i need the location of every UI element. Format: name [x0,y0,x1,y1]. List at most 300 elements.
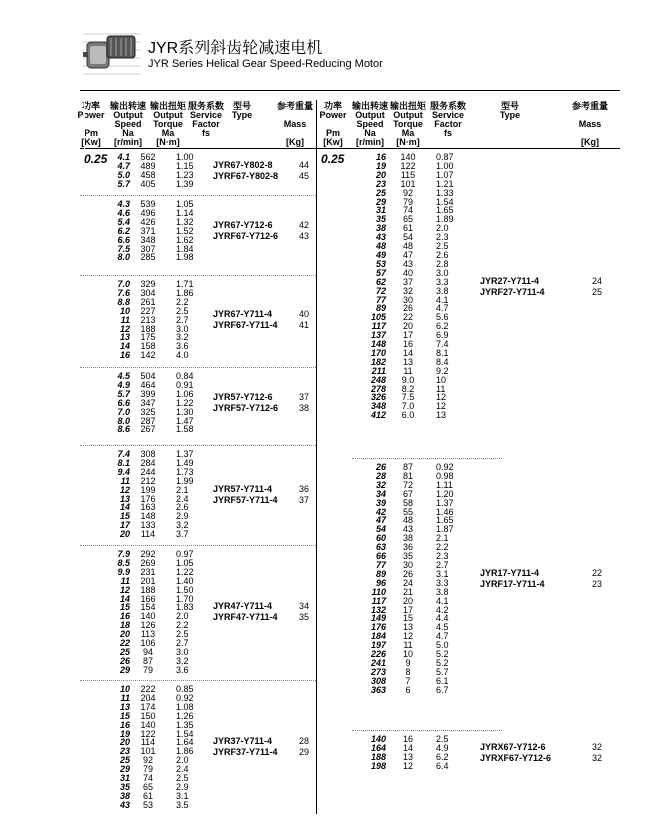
mass-cell [285,736,309,758]
speed-cell: 326 [370,392,386,403]
torque-cell: 284 [140,457,156,468]
model-type-cell [480,276,545,298]
factor-cell: 1.58 [176,424,194,435]
torque-cell: 285 [140,252,156,263]
speed-cell: 25 [119,755,130,766]
header-type-left: 型号 Type [231,101,253,120]
speed-cell: 11 [120,575,130,586]
speed-cell: 132 [370,604,386,615]
header-power-right: 功率 Power Pm [Kw] [319,101,347,147]
speed-cell: 8.0 [117,252,130,263]
factor-cell: 6.1 [436,675,449,686]
torque-cell: 32 [402,285,413,296]
speed-column [80,550,130,675]
torque-column [128,280,168,360]
speed-cell: 9.9 [117,566,130,577]
factor-cell: 4.5 [436,622,449,633]
factor-cell: 4.1 [436,595,449,606]
mass-cell [285,392,309,414]
factor-column [176,550,206,675]
mass-cell [285,220,309,242]
factor-cell: 0.84 [176,371,194,381]
torque-cell: 17 [402,330,413,341]
torque-cell: 30 [402,294,413,305]
header-mass-right: 参考重量 Mass [Kg] [571,101,608,147]
speed-cell: 17 [119,520,130,531]
speed-cell: 57 [375,267,386,278]
torque-cell: 496 [140,207,156,218]
speed-cell: 10 [119,684,130,694]
speed-cell: 182 [370,356,386,367]
left-group-7 [80,685,316,810]
mass-value: 36 [298,483,309,494]
factor-cell: 3.0 [176,646,189,657]
mass-value: 35 [298,612,309,623]
factor-cell: 2.9 [176,781,189,792]
mass-cell [285,160,309,182]
factor-cell: 1.54 [176,728,194,739]
factor-cell: 0.87 [436,152,454,162]
torque-cell: 122 [400,160,416,171]
factor-cell: 0.92 [176,692,194,703]
factor-cell: 1.30 [176,406,194,417]
torque-column [388,735,428,771]
mass-value: 23 [591,578,602,589]
speed-cell: 13 [119,332,130,343]
torque-cell: 142 [140,350,156,361]
factor-cell: 1.15 [176,160,194,171]
factor-cell: 4.7 [436,303,449,314]
torque-cell: 7 [405,675,411,686]
speed-cell: 11 [120,314,130,325]
left-table [80,0,316,826]
left-group-6 [80,550,316,675]
factor-cell: 2.3 [436,551,449,562]
torque-cell: 24 [402,577,413,588]
factor-cell: 2.1 [436,533,449,544]
speed-column [80,200,130,262]
factor-cell: 3.7 [176,529,189,540]
speed-cell: 117 [371,321,386,332]
factor-cell: 1.84 [176,243,194,254]
speed-cell: 20 [119,529,130,540]
speed-cell: 54 [375,524,386,535]
speed-cell: 7.0 [117,279,130,289]
group-separator [352,458,502,459]
model-type-cell [480,742,551,764]
factor-cell: 7.4 [436,339,449,350]
torque-cell: 74 [402,205,413,216]
factor-cell: 1.47 [176,415,194,426]
mass-value: 37 [298,494,309,505]
factor-cell: 1.11 [436,479,453,490]
factor-cell: 0.98 [436,470,454,481]
speed-cell: 4.1 [117,152,130,162]
torque-cell: 7.0 [401,401,415,412]
torque-cell: 158 [140,341,156,352]
mass-value: 40 [298,309,309,320]
factor-cell: 3.1 [176,790,189,801]
factor-cell: 4.1 [436,294,449,305]
torque-cell: 140 [400,152,416,162]
mass-cell [285,601,309,623]
speed-cell: 38 [375,223,386,234]
torque-cell: 213 [140,314,156,325]
factor-cell: 3.6 [176,341,189,352]
torque-cell: 43 [402,258,413,269]
speed-cell: 308 [370,675,386,686]
mass-value: 45 [298,170,309,181]
speed-cell: 32 [375,479,386,490]
torque-cell: 21 [402,586,413,597]
torque-cell: 113 [140,629,156,640]
torque-cell: 464 [140,379,156,390]
speed-cell: 273 [370,666,386,677]
speed-cell: 8.6 [117,424,130,435]
speed-cell: 211 [371,365,386,376]
speed-cell: 96 [375,577,386,588]
speed-cell: 6.6 [117,234,130,245]
mass-value: 24 [591,275,602,286]
factor-cell: 2.6 [436,249,449,260]
mass-value: 44 [298,159,309,170]
torque-cell: 11 [403,640,413,651]
speed-cell: 77 [375,559,386,570]
factor-cell: 2.5 [436,241,449,252]
factor-column [176,685,206,810]
torque-cell: 11 [403,365,413,376]
torque-cell: 92 [402,187,413,198]
model-type: JYR37-Y711-4 [213,736,273,747]
torque-cell: 40 [402,267,413,278]
torque-cell: 79 [142,764,153,775]
speed-cell: 77 [375,294,386,305]
header-speed-right: 输出转速 Output Speed Na [r/min] [351,101,388,147]
factor-cell: 2.4 [176,493,189,504]
speed-cell: 19 [375,160,386,171]
torque-cell: 405 [140,178,156,189]
speed-cell: 89 [375,303,386,314]
speed-cell: 14 [119,502,130,513]
factor-cell: 3.6 [176,664,189,675]
factor-cell: 2.6 [176,502,189,513]
speed-cell: 9.4 [117,466,130,477]
factor-cell: 5.7 [436,666,449,677]
mass-cell [578,742,602,764]
speed-cell: 12 [119,584,130,595]
mass-cell [578,276,602,298]
factor-cell: 1.49 [176,457,194,468]
torque-cell: 48 [402,515,413,526]
speed-cell: 12 [119,323,130,334]
mass-value: 32 [591,741,602,752]
page-subtitle: JYR Series Helical Gear Speed-Reducing Motor [148,58,383,70]
torque-cell: 14 [402,742,413,753]
factor-cell: 3.2 [176,332,189,343]
speed-cell: 43 [119,799,130,810]
factor-cell: 5.0 [436,640,449,651]
speed-column [80,685,130,810]
torque-cell: 12 [402,631,413,642]
factor-cell: 2.5 [176,305,189,316]
torque-cell: 79 [142,664,153,675]
torque-cell: 87 [142,655,153,666]
factor-cell: 1.32 [176,216,194,227]
speed-cell: 7.5 [117,243,130,254]
right-group-3 [316,735,626,771]
factor-cell: 12 [436,392,447,403]
mass-value: 41 [298,320,309,331]
torque-cell: 13 [402,751,413,762]
torque-cell: 72 [402,479,413,490]
model-type: JYR67-Y802-8 [213,159,273,170]
speed-cell: 26 [375,462,386,472]
factor-cell: 1.52 [176,225,194,236]
mass-value: 38 [298,403,309,414]
factor-cell: 2.9 [176,511,189,522]
speed-cell: 348 [370,401,386,412]
torque-cell: 67 [402,488,413,499]
speed-cell: 105 [370,312,386,323]
factor-cell: 1.62 [176,234,194,245]
factor-cell: 2.7 [176,638,189,649]
torque-cell: 65 [402,214,413,225]
torque-cell: 140 [140,719,156,730]
torque-cell: 12 [402,760,413,771]
speed-cell: 13 [119,701,130,712]
model-type-cell [213,601,278,623]
torque-cell: 9.0 [401,374,415,385]
mass-cell [578,568,602,590]
torque-cell: 114 [140,737,156,748]
model-type: JYR67-Y711-4 [213,309,273,320]
speed-column [346,735,386,771]
header-factor-right: 服务系数 Service Factor fs [429,101,466,138]
torque-cell: 115 [400,169,416,180]
speed-column [346,153,386,420]
torque-cell: 13 [402,622,413,633]
torque-cell: 122 [140,728,156,739]
torque-cell: 166 [140,593,156,604]
torque-cell: 13 [402,356,413,367]
torque-cell: 308 [140,449,156,459]
torque-cell: 269 [140,557,156,568]
factor-cell: 1.40 [176,575,194,586]
factor-cell: 1.50 [176,584,194,595]
factor-cell: 10 [436,374,447,385]
factor-cell: 1.06 [176,388,194,399]
speed-cell: 4.5 [117,371,130,381]
factor-cell: 1.20 [436,488,454,499]
speed-cell: 19 [119,728,130,739]
torque-cell: 176 [140,493,156,504]
torque-cell: 304 [140,287,156,298]
speed-cell: 35 [119,781,130,792]
group-separator [352,730,502,731]
model-type-cell [213,160,278,182]
factor-cell: 2.4 [176,764,189,775]
header-torque-left: 输出扭矩 Output Torque Ma [N·m] [149,101,186,147]
torque-cell: 16 [402,339,413,350]
mass-value: 22 [591,567,602,578]
torque-cell: 504 [140,371,156,381]
speed-cell: 31 [375,205,386,216]
factor-cell: 4.2 [436,604,449,615]
factor-cell: 1.87 [436,524,454,535]
mass-cell [285,484,309,506]
right-group-2 [316,463,626,694]
factor-cell: 1.22 [176,566,194,577]
factor-cell: 2.5 [176,629,189,640]
torque-cell: 10 [402,649,413,660]
torque-cell: 48 [402,241,413,252]
factor-cell: 1.37 [176,449,194,459]
torque-column [128,200,168,262]
speed-column [346,463,386,695]
torque-cell: 126 [140,620,156,631]
factor-cell: 1.22 [176,397,194,408]
speed-cell: 278 [370,383,386,394]
torque-cell: 140 [140,611,156,622]
torque-cell: 38 [402,533,413,544]
model-type: JYR67-Y712-6 [213,220,273,231]
mass-value: 32 [591,752,602,763]
speed-cell: 197 [370,640,386,651]
torque-cell: 163 [140,502,156,513]
torque-cell: 188 [140,584,156,595]
factor-cell: 8.1 [436,347,449,358]
speed-cell: 149 [370,613,386,624]
torque-cell: 244 [140,466,156,477]
left-group-5 [80,450,316,539]
torque-cell: 371 [140,225,156,236]
torque-cell: 114 [140,529,156,540]
torque-cell: 287 [140,415,156,426]
speed-cell: 14 [119,341,130,352]
torque-cell: 101 [400,178,416,189]
factor-cell: 6.4 [436,760,449,771]
torque-cell: 8.2 [401,383,415,394]
factor-cell: 3.3 [436,276,449,287]
factor-cell: 1.00 [176,152,194,162]
speed-cell: 89 [375,568,386,579]
model-type: JYRF67-Y802-8 [213,170,279,181]
speed-cell: 198 [370,760,386,771]
factor-cell: 9.2 [436,365,449,376]
speed-cell: 4.7 [117,160,130,171]
factor-cell: 3.0 [176,323,189,334]
torque-cell: 14 [402,347,413,358]
factor-cell: 1.65 [436,515,454,526]
torque-cell: 222 [140,684,156,694]
speed-cell: 25 [375,187,386,198]
speed-cell: 16 [119,350,130,361]
group-separator [80,445,316,446]
speed-column [80,372,130,434]
speed-cell: 18 [119,620,130,631]
mass-value: 29 [298,747,309,758]
header-factor-left: 服务系数 Service Factor fs [187,101,224,138]
speed-cell: 11 [120,475,130,486]
speed-cell: 4.3 [117,199,130,209]
factor-column [176,200,206,262]
torque-column [388,153,428,420]
speed-cell: 110 [371,586,386,597]
speed-cell: 62 [375,276,386,287]
torque-cell: 55 [402,506,413,517]
speed-cell: 15 [119,602,130,613]
torque-cell: 348 [140,234,156,245]
factor-column [176,450,206,539]
torque-cell: 426 [140,216,156,227]
model-type: JYRF47-Y711-4 [213,612,278,623]
torque-column [128,685,168,810]
factor-column [436,735,466,771]
factor-cell: 0.91 [176,379,194,390]
torque-cell: 489 [140,160,156,171]
factor-cell: 2.7 [176,314,189,325]
torque-cell: 20 [402,321,413,332]
model-type: JYRF57-Y712-6 [213,403,279,414]
factor-column [436,153,466,420]
speed-cell: 6.6 [117,397,130,408]
factor-cell: 3.0 [436,267,449,278]
factor-column [176,153,206,189]
factor-cell: 1.83 [176,602,194,613]
torque-cell: 212 [140,475,156,486]
model-type: JYRF57-Y711-4 [213,494,278,505]
torque-cell: 101 [140,746,156,757]
model-type: JYR57-Y711-4 [213,483,273,494]
speed-cell: 6.2 [117,225,130,236]
speed-cell: 176 [370,622,386,633]
torque-cell: 150 [140,710,156,721]
torque-cell: 87 [402,462,413,472]
torque-cell: 43 [402,524,413,535]
speed-cell: 8.8 [117,296,130,307]
factor-cell: 1.89 [436,214,454,225]
factor-cell: 1.65 [436,205,454,216]
mass-value: 34 [298,601,309,612]
factor-cell: 0.97 [176,549,194,559]
speed-cell: 34 [375,488,386,499]
factor-cell: 3.8 [436,586,449,597]
speed-cell: 63 [375,542,386,553]
factor-cell: 2.2 [436,542,449,553]
model-type-cell [213,392,278,414]
torque-cell: 204 [140,692,156,703]
speed-cell: 22 [119,638,130,649]
header-type-right: 型号 Type [499,101,521,120]
factor-cell: 2.0 [176,611,189,622]
speed-cell: 226 [370,649,386,660]
factor-column [176,280,206,360]
speed-cell: 48 [375,241,386,252]
factor-cell: 2.3 [436,232,449,243]
speed-cell: 29 [119,664,130,675]
factor-cell: 3.3 [436,577,449,588]
speed-cell: 7.6 [117,287,130,298]
torque-cell: 154 [140,602,156,613]
speed-cell: 39 [375,497,386,508]
factor-cell: 11 [436,383,446,394]
factor-cell: 12 [436,401,447,412]
speed-cell: 164 [370,742,386,753]
torque-cell: 61 [402,223,413,234]
speed-cell: 15 [119,710,130,721]
factor-cell: 3.1 [436,568,449,579]
torque-cell: 201 [140,575,156,586]
